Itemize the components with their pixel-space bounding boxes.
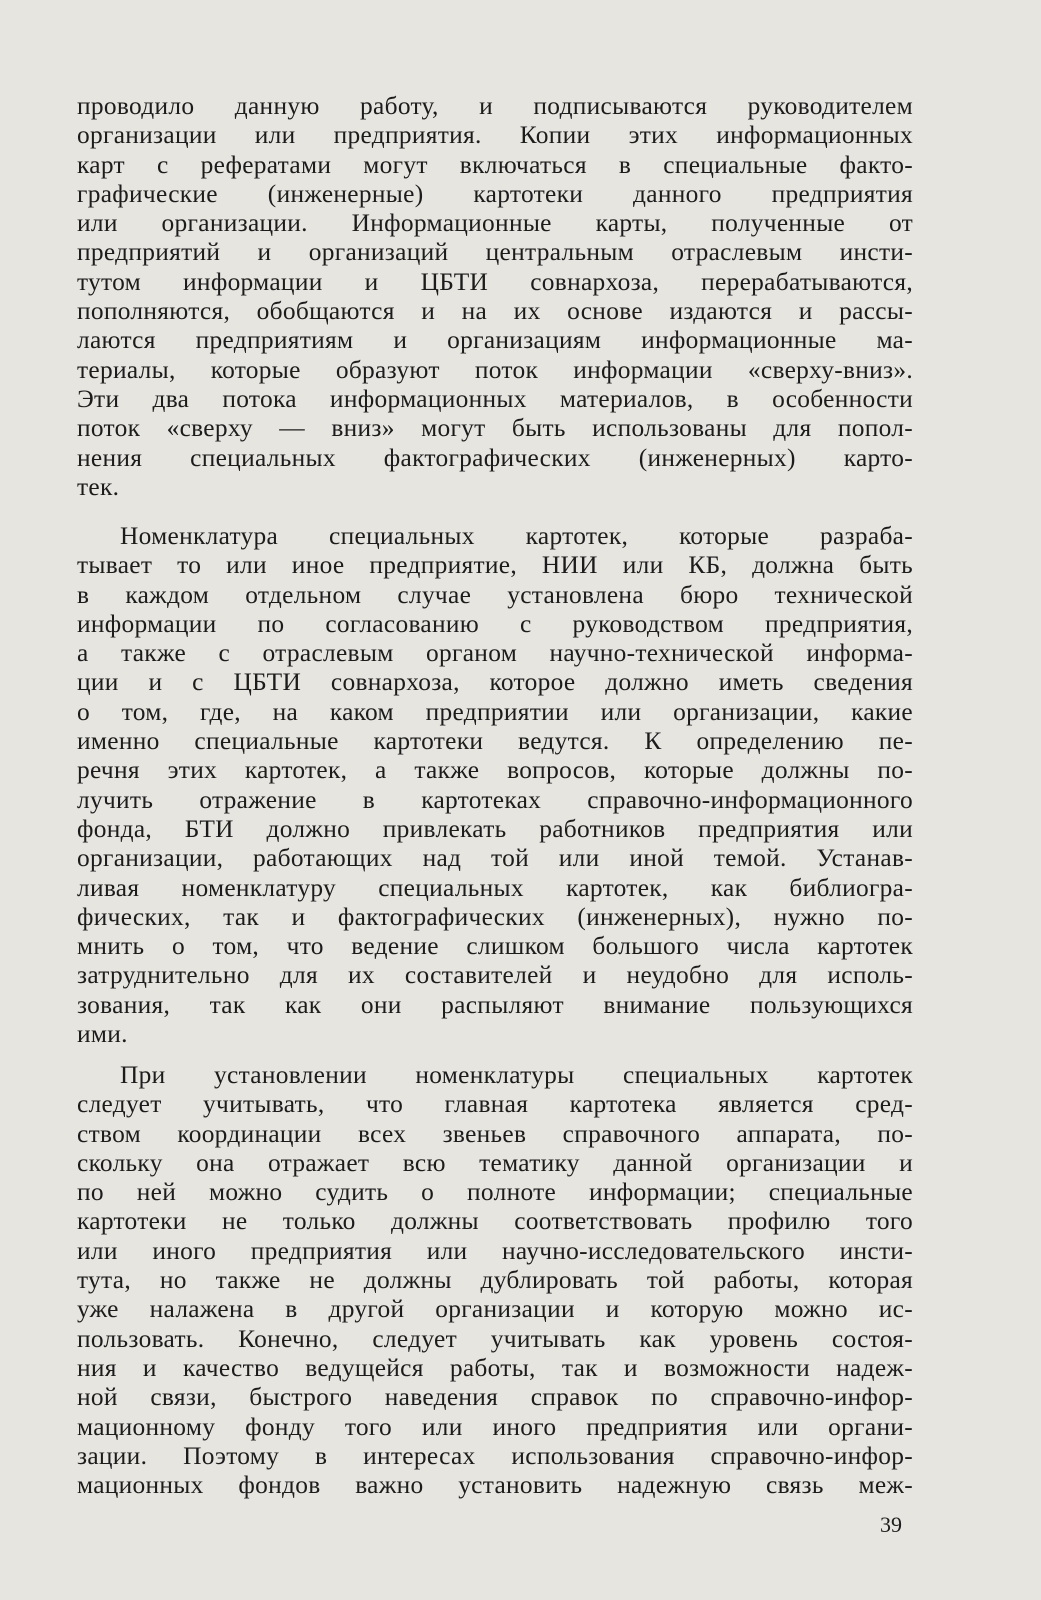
text-line: зации. Поэтому в интересах использования справочно-инфор- — [77, 1441, 913, 1470]
text-line: карт с рефератами могут включаться в специальные факто- — [77, 150, 913, 179]
text-line: мационному фонду того или иного предприятия или органи- — [77, 1412, 913, 1441]
text-line: Номенклатура специальных картотек, которые разраба- — [120, 522, 913, 550]
text-line: зования, так как они распыляют внимание пользующихся — [77, 990, 913, 1019]
text-line: организации или предприятия. Копии этих информационных — [77, 121, 913, 150]
text-line: лаются предприятиям и организациям информационные ма- — [77, 326, 913, 355]
text-line: ством координации всех звеньев справочного аппарата, по- — [77, 1119, 913, 1148]
text-line: пользовать. Конечно, следует учитывать как уровень состоя- — [77, 1324, 913, 1353]
paragraph-1 — [77, 92, 913, 502]
text-line: речня этих картотек, а также вопросов, которые должны по- — [77, 756, 913, 785]
text-line: териалы, которые образуют поток информации «сверху-вниз». — [77, 355, 913, 384]
text-line: уже налажена в другой организации и которую можно ис- — [77, 1295, 913, 1324]
text-line: Эти два потока информационных материалов, в особенности — [77, 384, 913, 413]
text-line: о том, где, на каком предприятии или организации, какие — [77, 697, 913, 726]
text-line: организации, работающих над той или иной темой. Устанав- — [77, 844, 913, 873]
text-line: тывает то или иное предприятие, НИИ или КБ, должна быть — [77, 551, 913, 580]
text-line: ния и качество ведущейся работы, так и возможности надеж- — [77, 1353, 913, 1382]
text-line: лучить отражение в картотеках справочно-информационного — [77, 785, 913, 814]
text-line: или иного предприятия или научно-исследовательского инсти- — [77, 1236, 913, 1265]
text-line: ной связи, быстрого наведения справок по справочно-инфор- — [77, 1383, 913, 1412]
text-line: фонда, БТИ должно привлекать работников предприятия или — [77, 814, 913, 843]
text-line: поток «сверху — вниз» могут быть использованы для попол- — [77, 414, 913, 443]
text-line: картотеки не только должны соответствовать профилю того — [77, 1207, 913, 1236]
text-line: следует учитывать, что главная картотека является сред- — [77, 1090, 913, 1119]
text-line: именно специальные картотеки ведутся. К определению пе- — [77, 727, 913, 756]
text-line: пополняются, обобщаются и на их основе издаются и рассы- — [77, 297, 913, 326]
text-line: ливая номенклатуру специальных картотек, как библиогра- — [77, 873, 913, 902]
text-line: по ней можно судить о полноте информации; специальные — [77, 1178, 913, 1207]
text-line: фических, так и фактографических (инженерных), нужно по- — [77, 902, 913, 931]
text-line: информации по согласованию с руководством предприятия, — [77, 609, 913, 638]
text-line: мнить о том, что ведение слишком большого числа картотек — [77, 932, 913, 961]
text-line: проводило данную работу, и подписываются руководителем — [77, 92, 913, 120]
text-line: или организации. Информационные карты, полученные от — [77, 209, 913, 238]
text-line: затруднительно для их составителей и неудобно для исполь- — [77, 961, 913, 990]
paragraph-2 — [77, 522, 913, 1049]
text-line: При установлении номенклатуры специальных картотек — [120, 1061, 913, 1089]
text-line: в каждом отдельном случае установлена бюро технической — [77, 580, 913, 609]
text-line: нения специальных фактографических (инженерных) карто- — [77, 443, 913, 472]
paragraph-3 — [77, 1061, 913, 1500]
page-number: 39 — [880, 1512, 902, 1537]
text-line: мационных фондов важно установить надежную связь меж- — [77, 1471, 913, 1500]
text-line: тек. — [77, 472, 120, 501]
text-line: ции и с ЦБТИ совнархоза, которое должно иметь сведения — [77, 668, 913, 697]
text-line: графические (инженерные) картотеки данного предприятия — [77, 179, 913, 208]
text-line: тутом информации и ЦБТИ совнархоза, перерабатываются, — [77, 267, 913, 296]
text-line: скольку она отражает всю тематику данной организации и — [77, 1148, 913, 1177]
text-line: предприятий и организаций центральным отраслевым инсти- — [77, 238, 913, 267]
text-line: а также с отраслевым органом научно-технической информа- — [77, 639, 913, 668]
text-line: тута, но также не должны дублировать той работы, которая — [77, 1266, 913, 1295]
text-line: ими. — [77, 1020, 128, 1049]
